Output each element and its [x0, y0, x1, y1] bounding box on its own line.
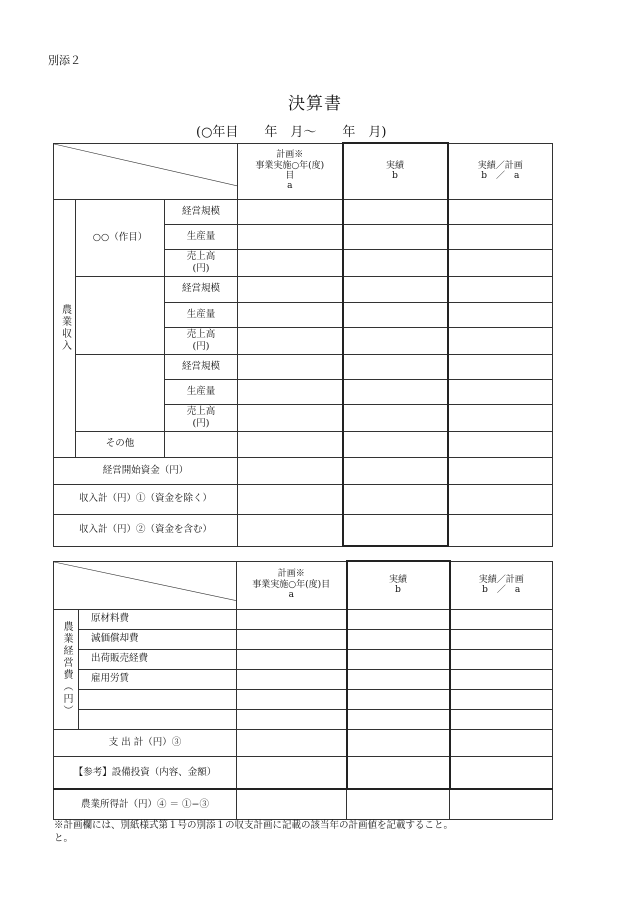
ratio-cell[interactable] — [450, 789, 553, 819]
row-label-income-total-1: 収入計（円）①（資金を除く） — [54, 484, 238, 514]
ratio-cell[interactable] — [448, 199, 553, 224]
row-label-farm-income: 農業所得計（円）④ ＝ ①−③ — [54, 789, 237, 819]
plan-cell[interactable] — [237, 669, 347, 689]
plan-cell[interactable] — [238, 224, 343, 249]
actual-cell[interactable] — [343, 514, 448, 546]
plan-cell[interactable] — [237, 756, 347, 789]
annex-label: 別添２ — [48, 54, 81, 67]
plan-cell[interactable] — [238, 302, 343, 327]
ratio-cell[interactable] — [448, 249, 553, 276]
row-label-scale: 経営規模 — [165, 354, 238, 379]
actual-cell[interactable] — [347, 709, 450, 729]
ratio-cell[interactable] — [450, 629, 553, 649]
ratio-cell[interactable] — [448, 514, 553, 546]
plan-column-header: 計画※ 事業実施○年(度) 目 a — [238, 143, 343, 199]
actual-column-header: 実績 b — [343, 143, 448, 199]
ratio-cell[interactable] — [450, 669, 553, 689]
actual-cell[interactable] — [343, 404, 448, 431]
plan-cell[interactable] — [238, 199, 343, 224]
actual-cell[interactable] — [343, 379, 448, 404]
plan-column-header: 計画※ 事業実施○年(度)目 a — [237, 561, 347, 609]
ratio-cell[interactable] — [450, 756, 553, 789]
ratio-cell[interactable] — [448, 379, 553, 404]
expense-table — [53, 560, 553, 820]
plan-cell[interactable] — [238, 484, 343, 514]
crop-label-blank[interactable] — [76, 354, 165, 431]
actual-cell[interactable] — [343, 302, 448, 327]
header-corner-cell — [54, 561, 237, 609]
document-title: 決算書 — [288, 94, 342, 114]
actual-cell[interactable] — [347, 789, 450, 819]
actual-cell[interactable] — [347, 689, 450, 709]
crop-label: ○○（作目） — [76, 199, 165, 276]
actual-cell[interactable] — [343, 457, 448, 484]
plan-cell[interactable] — [238, 276, 343, 302]
row-label-sales: 売上高 (円) — [165, 404, 238, 431]
ratio-cell[interactable] — [448, 302, 553, 327]
plan-cell[interactable] — [238, 354, 343, 379]
actual-cell[interactable] — [347, 649, 450, 669]
row-label-income-total-2: 収入計（円）②（資金を含む） — [54, 514, 238, 546]
row-label-expense-total: 支 出 計（円）③ — [54, 729, 237, 756]
diagonal-line — [54, 144, 237, 199]
actual-cell[interactable] — [347, 669, 450, 689]
row-label-production: 生産量 — [165, 302, 238, 327]
actual-column-header: 実績 b — [347, 561, 450, 609]
footnote-line-1: ※計画欄には、別紙様式第１号の別添１の収支計画に記載の該当年の計画値を記載すること。 — [54, 820, 454, 831]
row-label-scale: 経営規模 — [165, 199, 238, 224]
row-label-sales: 売上高 (円) — [165, 327, 238, 354]
ratio-cell[interactable] — [450, 729, 553, 756]
row-label-scale: 経営規模 — [165, 276, 238, 302]
plan-cell[interactable] — [238, 327, 343, 354]
actual-cell[interactable] — [347, 629, 450, 649]
ratio-cell[interactable] — [448, 224, 553, 249]
expense-item-label-blank[interactable] — [79, 709, 237, 729]
expense-item-label-blank[interactable] — [79, 689, 237, 709]
ratio-cell[interactable] — [448, 404, 553, 431]
ratio-cell[interactable] — [448, 276, 553, 302]
ratio-column-header: 実績／計画 b ／ a — [448, 143, 553, 199]
farm-expense-section-label: 農業経営費（円） — [54, 609, 79, 729]
plan-cell[interactable] — [238, 514, 343, 546]
ratio-cell[interactable] — [448, 484, 553, 514]
ratio-cell[interactable] — [448, 354, 553, 379]
ratio-cell[interactable] — [450, 609, 553, 629]
actual-cell[interactable] — [347, 756, 450, 789]
plan-cell[interactable] — [238, 249, 343, 276]
diagonal-line — [54, 562, 236, 609]
ratio-cell[interactable] — [450, 649, 553, 669]
actual-cell[interactable] — [343, 484, 448, 514]
row-label-production: 生産量 — [165, 224, 238, 249]
actual-cell[interactable] — [343, 224, 448, 249]
actual-cell[interactable] — [343, 249, 448, 276]
plan-cell[interactable] — [238, 404, 343, 431]
ratio-cell[interactable] — [448, 457, 553, 484]
plan-cell[interactable] — [237, 729, 347, 756]
farm-income-section-label: 農業収入 — [54, 199, 76, 457]
plan-cell[interactable] — [238, 457, 343, 484]
plan-cell[interactable] — [237, 789, 347, 819]
row-label-production: 生産量 — [165, 379, 238, 404]
plan-cell[interactable] — [237, 689, 347, 709]
row-label-other: その他 — [76, 431, 165, 457]
actual-cell[interactable] — [343, 276, 448, 302]
ratio-cell[interactable] — [448, 327, 553, 354]
other-blank-cell[interactable] — [165, 431, 238, 457]
plan-cell[interactable] — [238, 431, 343, 457]
expense-item-label: 原材料費 — [79, 609, 237, 629]
ratio-cell[interactable] — [448, 431, 553, 457]
actual-cell[interactable] — [347, 729, 450, 756]
period-line: (○年目 年 月～ 年 月) — [196, 125, 387, 140]
actual-cell[interactable] — [343, 354, 448, 379]
expense-item-label: 出荷販売経費 — [79, 649, 237, 669]
expense-item-label: 雇用労賃 — [79, 669, 237, 689]
plan-cell[interactable] — [238, 379, 343, 404]
row-label-capex: 【参考】設備投資（内容、金額） — [54, 756, 237, 789]
plan-cell[interactable] — [237, 609, 347, 629]
plan-cell[interactable] — [237, 629, 347, 649]
ratio-cell[interactable] — [450, 709, 553, 729]
actual-cell[interactable] — [343, 327, 448, 354]
plan-cell[interactable] — [237, 649, 347, 669]
actual-cell[interactable] — [343, 199, 448, 224]
row-label-start-funds: 経営開始資金（円） — [54, 457, 238, 484]
row-label-sales: 売上高 (円) — [165, 249, 238, 276]
footnote-line-2: と。 — [54, 832, 74, 844]
header-corner-cell — [54, 143, 238, 199]
actual-cell[interactable] — [343, 431, 448, 457]
footnote — [54, 820, 574, 846]
actual-cell[interactable] — [347, 609, 450, 629]
income-table — [53, 142, 553, 547]
expense-item-label: 減価償却費 — [79, 629, 237, 649]
plan-cell[interactable] — [237, 709, 347, 729]
crop-label-blank[interactable] — [76, 276, 165, 354]
ratio-cell[interactable] — [450, 689, 553, 709]
ratio-column-header: 実績／計画 b ／ a — [450, 561, 553, 609]
